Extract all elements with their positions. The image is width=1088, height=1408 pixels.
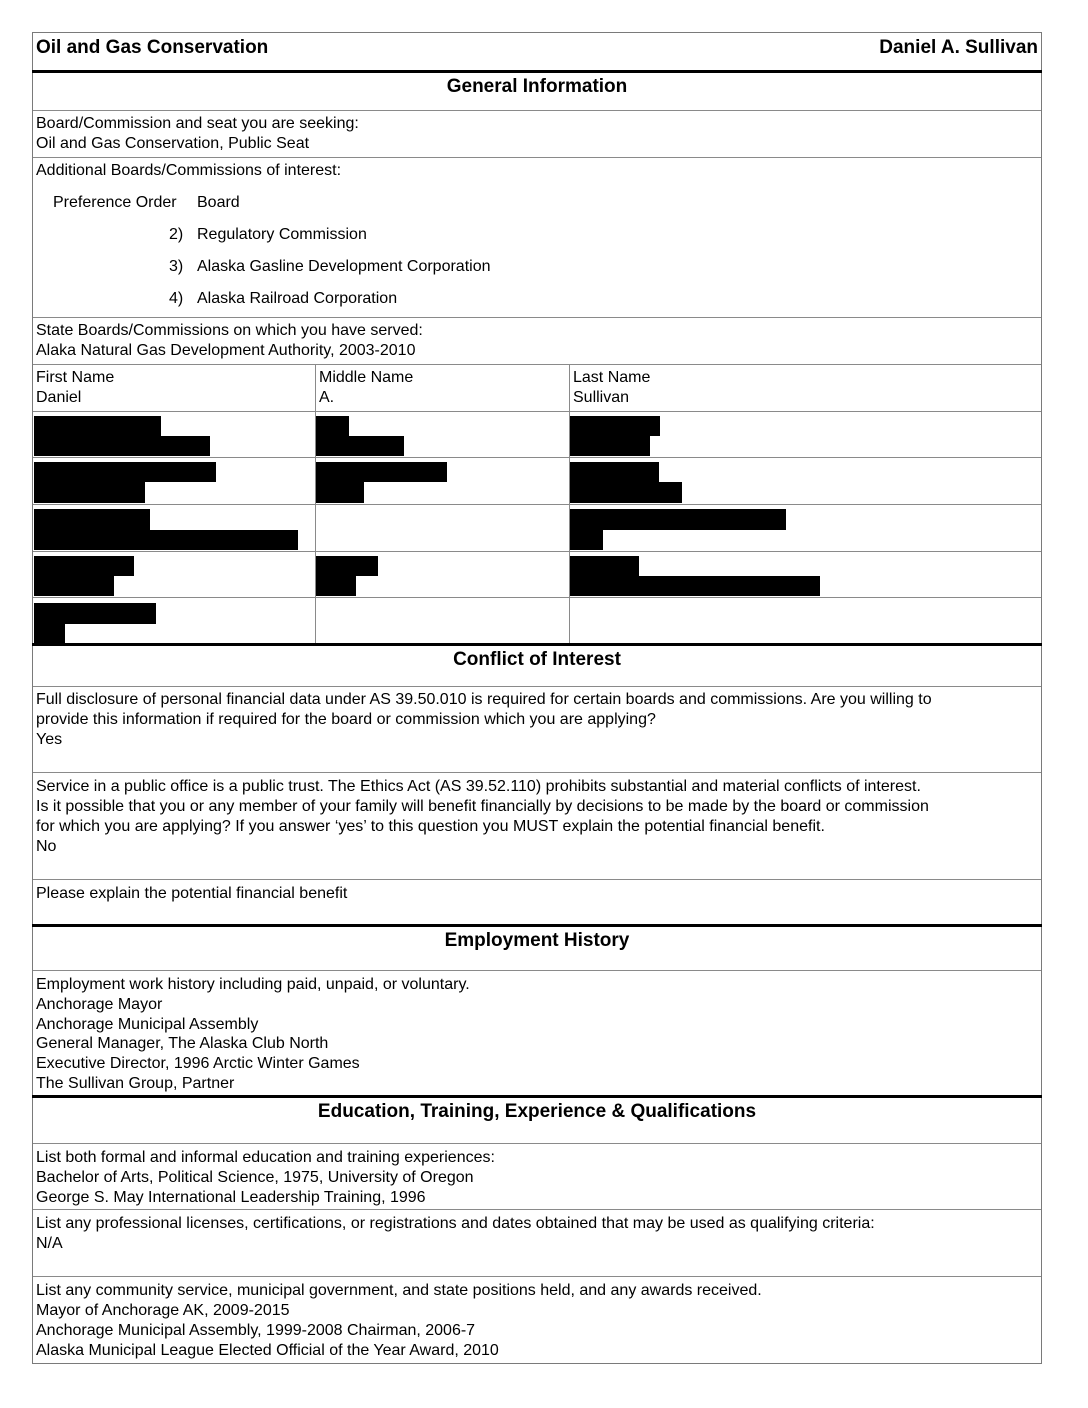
community-service-item: Anchorage Municipal Assembly, 1999-2008 Chairman, 2006-7: [36, 1322, 476, 1339]
education-label: List both formal and informal education and training experiences:: [36, 1149, 495, 1166]
redaction-block: [316, 556, 378, 576]
middle-name-value: A.: [319, 389, 335, 406]
first-name-label: First Name: [36, 369, 115, 386]
divider: [33, 551, 1041, 552]
preference-order: 2): [169, 226, 184, 243]
disclosure-question: Full disclosure of personal financial data under AS 39.50.010 is required for certain boards and commissions. Are you willing to: [36, 691, 932, 708]
divider: [33, 970, 1041, 971]
ethics-question: for which you are applying? If you answer ‘yes’ to this question you MUST explain the potential financial benefit.: [36, 818, 825, 835]
ethics-answer: No: [36, 838, 57, 855]
licenses-value: N/A: [36, 1235, 63, 1252]
applicant-name: Daniel A. Sullivan: [879, 37, 1038, 58]
ethics-question: Service in a public office is a public trust. The Ethics Act (AS 39.52.110) prohibits substantial and material conflicts of interest.: [36, 778, 921, 795]
divider: [33, 686, 1041, 687]
application-form: [32, 32, 1042, 1364]
community-service-label: List any community service, municipal government, and state positions held, and any awards received.: [36, 1282, 762, 1299]
redaction-block: [34, 416, 161, 436]
preference-board-header: Board: [197, 194, 240, 211]
redaction-block: [570, 509, 786, 530]
redaction-block: [34, 436, 210, 456]
employment-item: Anchorage Municipal Assembly: [36, 1016, 259, 1033]
education-item: George S. May International Leadership Training, 1996: [36, 1189, 426, 1206]
redaction-block: [316, 416, 349, 436]
section-education-title: Education, Training, Experience & Qualifications: [317, 1101, 757, 1122]
redaction-block: [34, 462, 216, 482]
first-name-value: Daniel: [36, 389, 82, 406]
redaction-block: [570, 556, 639, 576]
preference-board: Alaska Gasline Development Corporation: [197, 258, 491, 275]
redaction-block: [34, 603, 156, 624]
divider: [33, 1143, 1041, 1144]
community-service-item: Alaska Municipal League Elected Official of the Year Award, 2010: [36, 1342, 499, 1359]
disclosure-answer: Yes: [36, 731, 63, 748]
disclosure-question: provide this information if required for the board or commission which you are applying?: [36, 711, 656, 728]
redaction-block: [570, 462, 659, 482]
section-general-title: General Information: [446, 76, 628, 97]
seat-value: Oil and Gas Conservation, Public Seat: [36, 135, 310, 152]
redaction-block: [570, 530, 603, 550]
employment-label: Employment work history including paid, unpaid, or voluntary.: [36, 976, 470, 993]
education-item: Bachelor of Arts, Political Science, 1975, University of Oregon: [36, 1169, 474, 1186]
additional-boards-label: Additional Boards/Commissions of interest:: [36, 162, 342, 179]
redaction-block: [570, 436, 650, 456]
redaction-block: [34, 624, 65, 643]
last-name-value: Sullivan: [573, 389, 630, 406]
employment-item: The Sullivan Group, Partner: [36, 1075, 235, 1092]
redaction-block: [316, 462, 447, 482]
employment-item: Anchorage Mayor: [36, 996, 163, 1013]
divider: [33, 1209, 1041, 1210]
redaction-block: [34, 509, 150, 530]
divider: [32, 643, 1042, 646]
divider: [33, 597, 1041, 598]
redaction-block: [316, 436, 404, 456]
preference-board: Alaska Railroad Corporation: [197, 290, 398, 307]
middle-name-label: Middle Name: [319, 369, 414, 386]
divider: [32, 924, 1042, 927]
divider: [33, 504, 1041, 505]
served-label: State Boards/Commissions on which you have served:: [36, 322, 423, 339]
licenses-label: List any professional licenses, certifications, or registrations and dates obtained that may be used as qualifying criteria:: [36, 1215, 875, 1232]
divider: [33, 879, 1041, 880]
divider: [33, 1276, 1041, 1277]
last-name-label: Last Name: [573, 369, 651, 386]
section-conflict-title: Conflict of Interest: [453, 649, 621, 670]
divider: [33, 317, 1041, 318]
divider: [33, 411, 1041, 412]
preference-board: Regulatory Commission: [197, 226, 367, 243]
divider: [33, 364, 1041, 365]
divider: [33, 457, 1041, 458]
redaction-block: [34, 556, 134, 576]
community-service-item: Mayor of Anchorage AK, 2009-2015: [36, 1302, 290, 1319]
section-employment-title: Employment History: [444, 930, 630, 951]
preference-order: 3): [169, 258, 184, 275]
redaction-block: [316, 482, 364, 503]
employment-item: General Manager, The Alaska Club North: [36, 1035, 329, 1052]
divider: [33, 157, 1041, 158]
preference-order: 4): [169, 290, 184, 307]
redaction-block: [316, 576, 356, 596]
divider: [32, 1095, 1042, 1098]
redaction-block: [34, 482, 145, 503]
redaction-block: [570, 576, 820, 596]
redaction-block: [570, 482, 682, 503]
divider: [32, 70, 1042, 73]
divider: [33, 772, 1041, 773]
financial-benefit-label: Please explain the potential financial benefit: [36, 885, 348, 902]
redaction-block: [570, 416, 660, 436]
redaction-block: [34, 530, 298, 550]
ethics-question: Is it possible that you or any member of your family will benefit financially by decisions to be made by the board or commission: [36, 798, 929, 815]
seat-label: Board/Commission and seat you are seeking:: [36, 115, 359, 132]
redaction-block: [34, 576, 114, 596]
divider: [33, 110, 1041, 111]
board-title: Oil and Gas Conservation: [36, 37, 269, 58]
employment-item: Executive Director, 1996 Arctic Winter Games: [36, 1055, 360, 1072]
preference-order-header: Preference Order: [53, 194, 177, 211]
served-value: Alaka Natural Gas Development Authority, 2003-2010: [36, 342, 416, 359]
